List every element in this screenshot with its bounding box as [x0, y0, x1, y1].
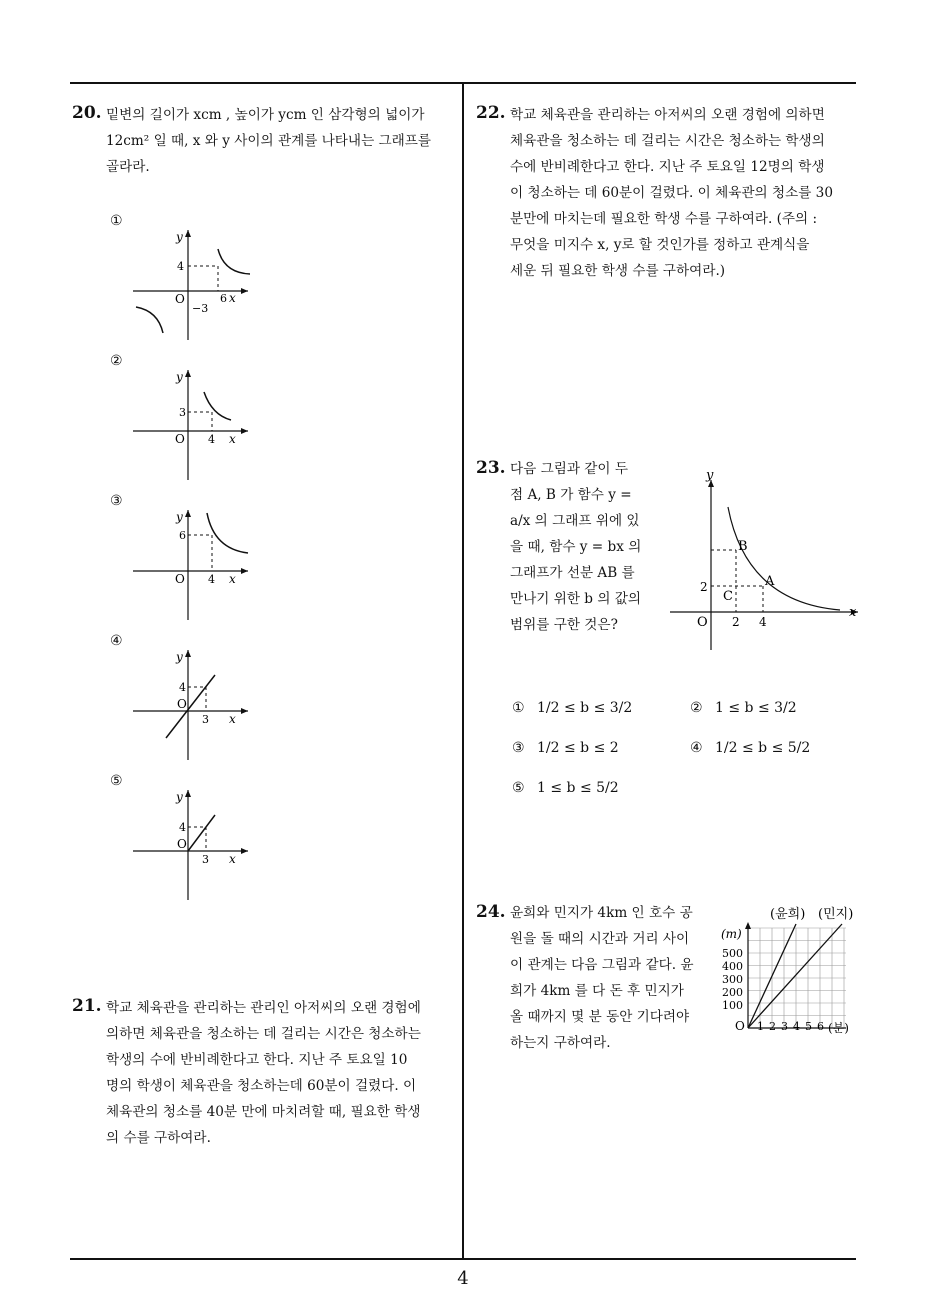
y-axis-label: y: [176, 510, 183, 524]
q22-line: 세운 뒤 필요한 학생 수를 구하여라.): [510, 263, 726, 279]
y-tick: 4: [179, 821, 186, 834]
x-axis-label: x: [229, 291, 236, 305]
q22-text: [510, 102, 833, 284]
origin-label: O: [735, 1019, 745, 1033]
q20-option-2-mark: ②: [110, 353, 123, 369]
origin-label: O: [177, 837, 187, 851]
x-unit: (분): [828, 1021, 849, 1035]
q23-number: 23.: [476, 458, 506, 478]
page-number: 4: [457, 1268, 469, 1289]
q22-line: 체육관을 청소하는 데 걸리는 시간은 청소하는 학생의: [510, 133, 825, 149]
q23-choice-5: [512, 780, 619, 796]
q20-option-2-graph: [128, 365, 253, 485]
q23-line: 을 때, 함수 y = bx 의: [510, 539, 642, 555]
q23-choice-4: [690, 740, 810, 756]
q21-line: 체육관의 청소를 40분 만에 마치려할 때, 필요한 학생: [106, 1104, 421, 1120]
bottom-rule: [70, 1258, 856, 1260]
origin-label: O: [175, 432, 185, 446]
q21-line: 학교 체육관을 관리하는 관리인 아저씨의 오랜 경험에: [106, 1000, 421, 1016]
q21-line: 명의 학생이 체육관을 청소하는데 60분이 걸렸다. 이: [106, 1078, 417, 1094]
q21-text: [106, 995, 421, 1151]
q24-text: [510, 900, 694, 1056]
q22-line: 학교 체육관을 관리하는 아저씨의 오랜 경험에 의하면: [510, 107, 825, 123]
x-axis-label: x: [229, 712, 236, 726]
x-axis-label: x: [849, 605, 857, 620]
q24-number: 24.: [476, 902, 506, 922]
q23-choice-2: [690, 700, 797, 716]
choice-mark: ④: [690, 740, 703, 756]
q20-option-3-mark: ③: [110, 493, 123, 509]
q24-line: 이 관계는 다음 그림과 같다. 윤: [510, 957, 694, 973]
series-minji-label: (민지): [818, 907, 854, 922]
q23-line: 범위를 구한 것은?: [510, 617, 618, 633]
choice-text: 1 ≤ b ≤ 3/2: [715, 700, 797, 716]
q21-line: 학생의 수에 반비례한다고 한다. 지난 주 토요일 10: [106, 1052, 408, 1068]
y-tick: 100: [722, 999, 743, 1012]
column-divider: [462, 83, 464, 1259]
x-tick: 4: [208, 433, 215, 446]
q24-line: 윤희와 민지가 4km 인 호수 공: [510, 905, 693, 921]
neg-tick: −3: [192, 302, 209, 315]
q20-line: 골라라.: [106, 159, 150, 175]
choice-text: 1/2 ≤ b ≤ 5/2: [715, 740, 811, 756]
origin-label: O: [175, 572, 185, 586]
x-tick: 6: [220, 292, 227, 305]
origin-label: O: [697, 615, 708, 630]
q23-figure: [668, 462, 864, 652]
series-yunhee-label: (윤희): [770, 907, 806, 922]
origin-label: O: [175, 292, 185, 306]
q24-line: 희가 4km 를 다 돈 후 민지가: [510, 983, 684, 999]
q20-option-1-graph: [128, 225, 253, 345]
x-tick-2: 2: [732, 615, 740, 629]
q22-line: 무엇을 미지수 x, y로 할 것인가를 정하고 관계식을: [510, 237, 810, 253]
choice-mark: ①: [512, 700, 525, 716]
x-tick: 5: [805, 1020, 812, 1033]
x-axis-label: x: [229, 432, 236, 446]
q21-line: 의 수를 구하여라.: [106, 1130, 211, 1146]
x-tick: 6: [817, 1020, 824, 1033]
q20-text: [106, 102, 431, 180]
point-a-label: A: [765, 574, 775, 589]
q20-option-1-mark: ①: [110, 213, 123, 229]
x-tick: 4: [208, 573, 215, 586]
y-axis-label: y: [706, 468, 714, 483]
y-tick: 6: [179, 529, 186, 542]
point-b-label: B: [738, 539, 748, 554]
q20-option-4-graph: [128, 645, 253, 765]
x-tick-4: 4: [759, 615, 767, 629]
q23-line: 다음 그림과 같이 두: [510, 461, 629, 477]
y-tick: 3: [179, 406, 186, 419]
x-tick: 4: [793, 1020, 800, 1033]
choice-text: 1 ≤ b ≤ 5/2: [537, 780, 619, 796]
q23-line: 그래프가 선분 AB 를: [510, 565, 635, 581]
choice-mark: ②: [690, 700, 703, 716]
q24-line: 올 때까지 몇 분 동안 기다려야: [510, 1009, 690, 1025]
y-tick: 400: [722, 960, 743, 973]
y-tick: 2: [700, 580, 708, 594]
q23-choice-1: [512, 700, 632, 716]
choice-mark: ③: [512, 740, 525, 756]
q20-line: 12cm² 일 때, x 와 y 사이의 관계를 나타내는 그래프를: [106, 133, 432, 149]
q24-figure: [718, 902, 866, 1042]
q20-option-3-graph: [128, 505, 253, 625]
choice-text: 1/2 ≤ b ≤ 3/2: [537, 700, 633, 716]
q23-line: 만나기 위한 b 의 값의: [510, 591, 642, 607]
x-tick: 2: [769, 1020, 776, 1033]
origin-label: O: [177, 697, 187, 711]
y-tick: 300: [722, 973, 743, 986]
q23-choice-3: [512, 740, 619, 756]
q24-line: 원을 돌 때의 시간과 거리 사이: [510, 931, 690, 947]
q21-number: 21.: [72, 996, 102, 1016]
y-tick: 500: [722, 947, 743, 960]
y-tick: 4: [177, 260, 184, 273]
q22-line: 이 청소하는 데 60분이 걸렸다. 이 체육관의 청소를 30: [510, 185, 833, 201]
q20-option-5-mark: ⑤: [110, 773, 123, 789]
x-tick: 3: [202, 713, 209, 726]
q20-line: 밑변의 길이가 xcm , 높이가 ycm 인 삼각형의 넓이가: [106, 107, 425, 123]
x-tick: 1: [757, 1020, 764, 1033]
x-tick: 3: [202, 853, 209, 866]
y-axis-label: y: [176, 230, 183, 244]
point-c-label: C: [723, 589, 733, 604]
y-axis-label: y: [176, 650, 183, 664]
q23-line: 점 A, B 가 함수 y =: [510, 487, 632, 503]
y-axis-label: y: [176, 790, 183, 804]
q24-line: 하는지 구하여라.: [510, 1035, 611, 1051]
choice-mark: ⑤: [512, 780, 525, 796]
choice-text: 1/2 ≤ b ≤ 2: [537, 740, 619, 756]
x-axis-label: x: [229, 572, 236, 586]
q20-option-5-graph: [128, 785, 253, 905]
y-unit: (m): [721, 927, 742, 941]
q22-line: 수에 반비례한다고 한다. 지난 주 토요일 12명의 학생: [510, 159, 825, 175]
y-tick: 200: [722, 986, 743, 999]
q22-number: 22.: [476, 103, 506, 123]
y-axis-label: y: [176, 370, 183, 384]
x-tick: 3: [781, 1020, 788, 1033]
q20-number: 20.: [72, 103, 102, 123]
q23-text: [510, 456, 641, 638]
q22-line: 분만에 마치는데 필요한 학생 수를 구하여라. (주의 :: [510, 211, 818, 227]
q23-line: a/x 의 그래프 위에 있: [510, 513, 640, 529]
q20-option-4-mark: ④: [110, 633, 123, 649]
y-tick: 4: [179, 681, 186, 694]
x-axis-label: x: [229, 852, 236, 866]
q21-line: 의하면 체육관을 청소하는 데 걸리는 시간은 청소하는: [106, 1026, 421, 1042]
